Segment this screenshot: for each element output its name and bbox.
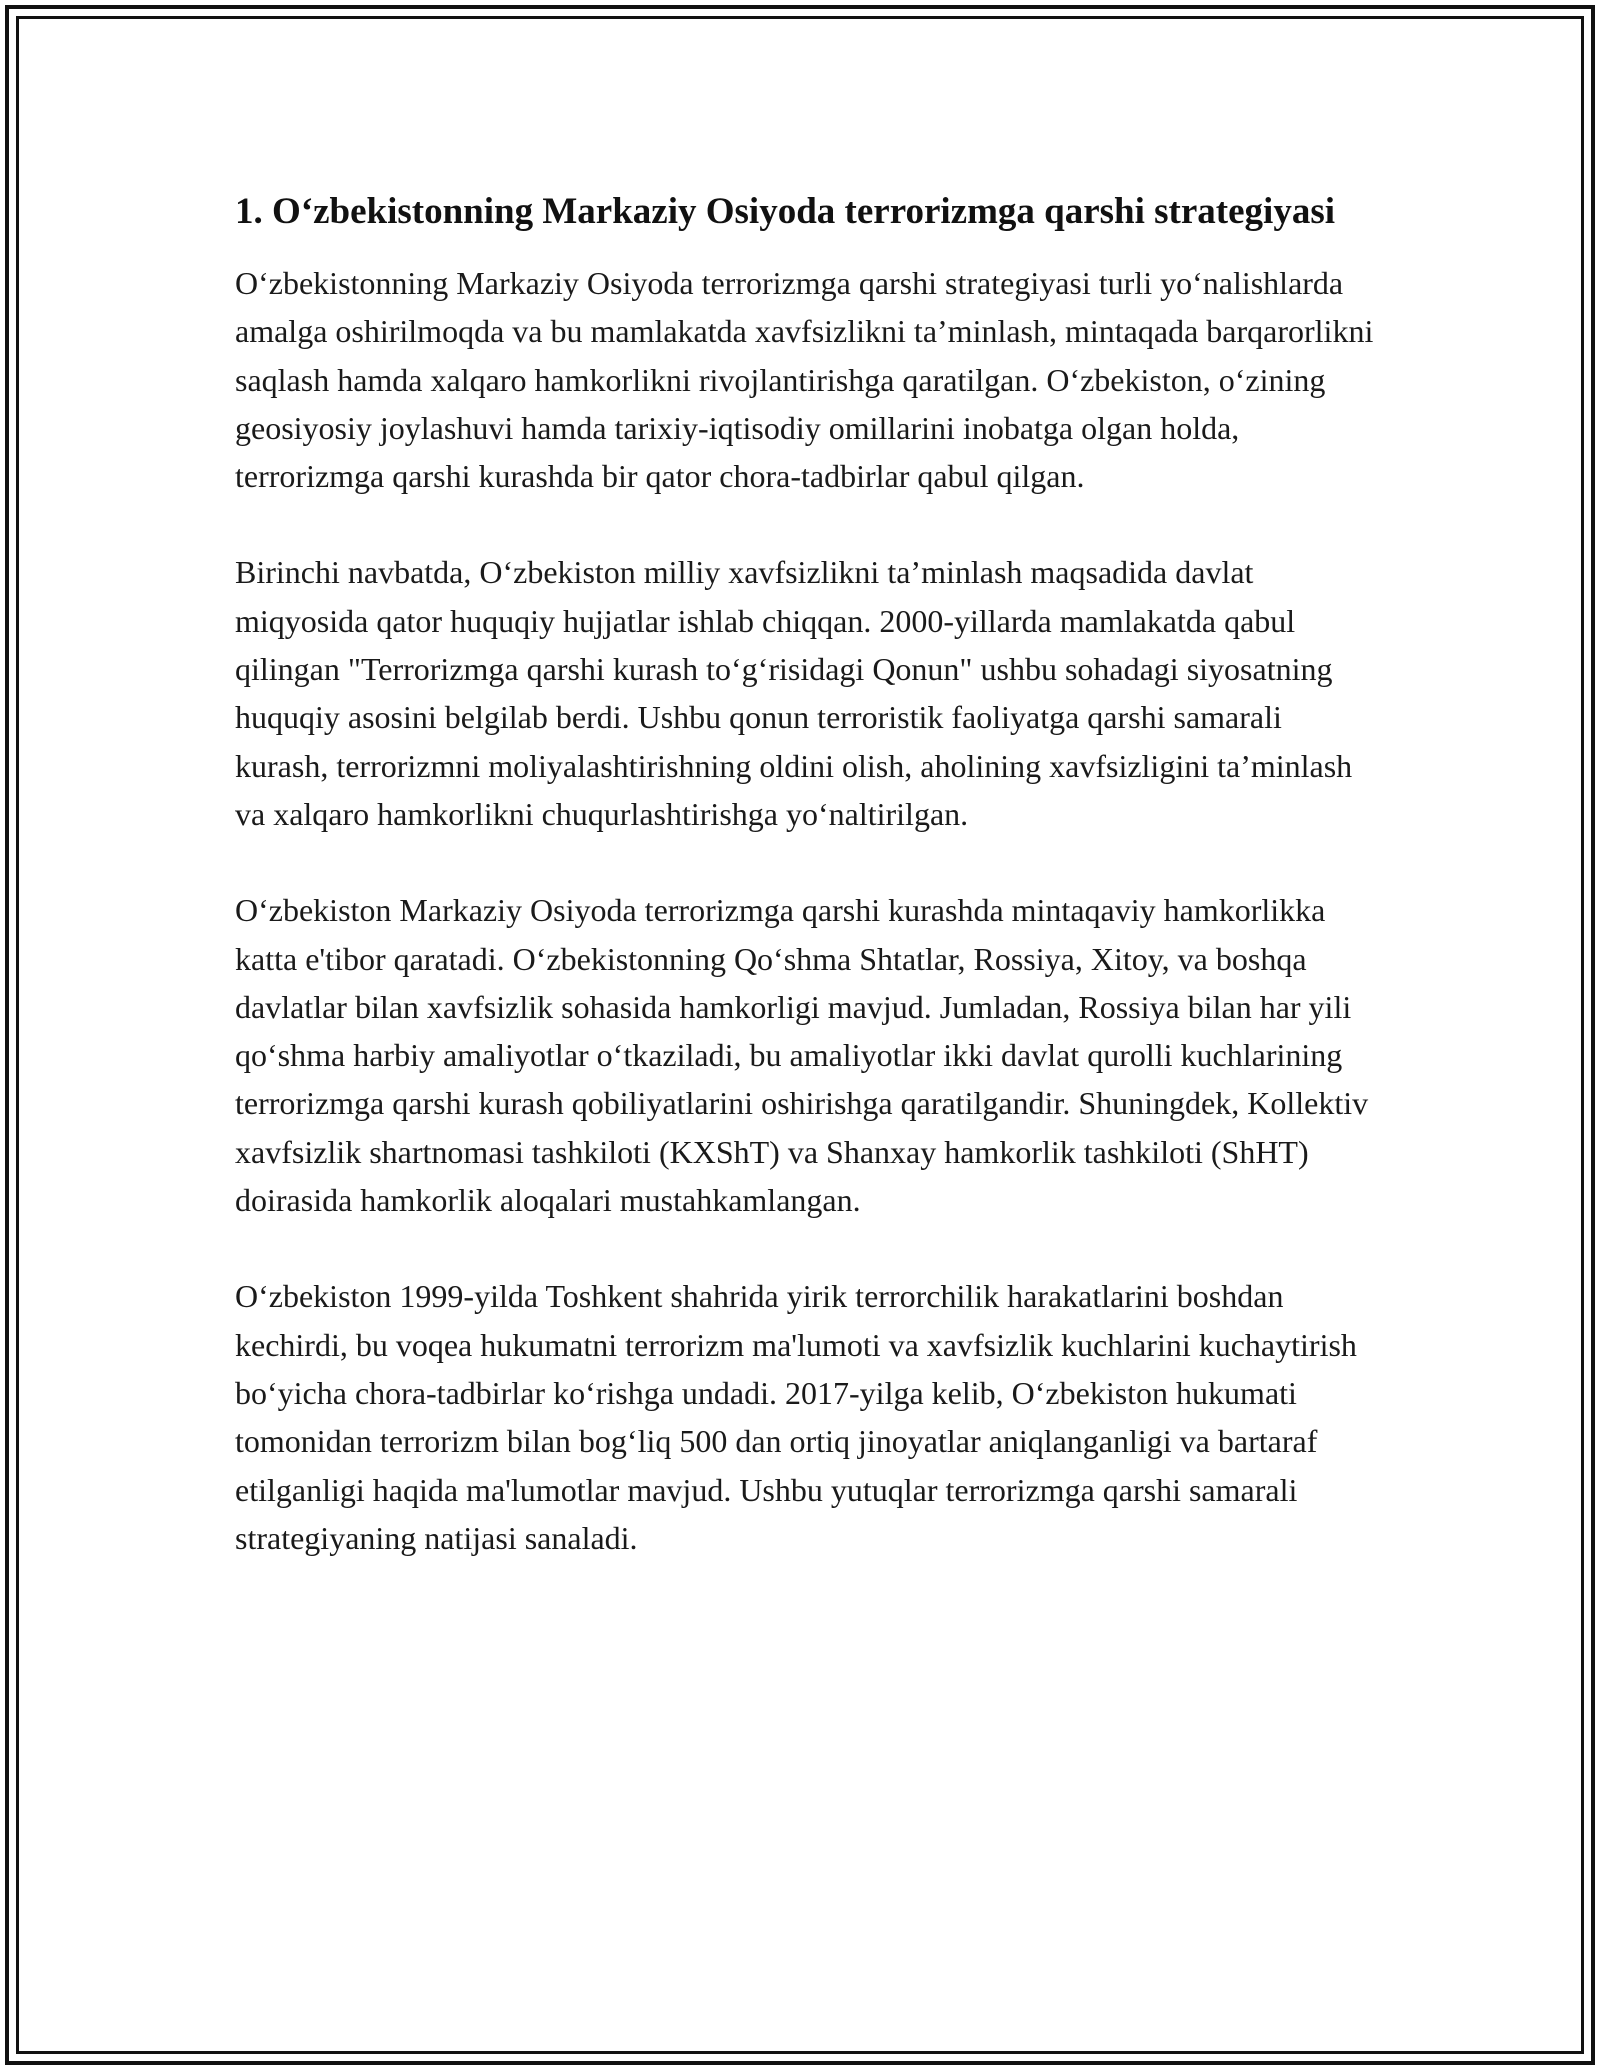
section-heading: 1. O‘zbekistonning Markaziy Osiyoda terrorizmga qarshi strategiyasi (235, 191, 1335, 232)
document-body (235, 185, 1375, 1610)
paragraph-4: O‘zbekiston 1999-yilda Toshkent shahrida yirik terrorchilik harakatlarini boshdan kechirdi, bu voqea hukumatni terrorizm ma'lumoti va xavfsizlik kuchlarini kuchaytirish bo‘yicha chora-tadbirlar ko‘rishga undadi. 2017-yilga kelib, O‘zbekiston hukumati tomonidan terrorizm bilan bog‘liq 500 dan ortiq jinoyatlar aniqlanganligi va bartaraf etilganligi haqida ma'lumotlar mavjud. Ushbu yutuqlar terrorizmga qarshi samarali strategiyaning natijasi sanaladi. (235, 1278, 1357, 1556)
paragraph-3: O‘zbekiston Markaziy Osiyoda terrorizmga qarshi kurashda mintaqaviy hamkorlikka katta e'tibor qaratadi. O‘zbekistonning Qo‘shma Shtatlar, Rossiya, Xitoy, va boshqa davlatlar bilan xavfsizlik sohasida hamkorligi mavjud. Jumladan, Rossiya bilan har yili qo‘shma harbiy amaliyotlar o‘tkaziladi, bu amaliyotlar ikki davlat qurolli kuchlarining terrorizmga qarshi kurash qobiliyatlarini oshirishga qaratilgandir. Shuningdek, Kollektiv xavfsizlik shartnomasi tashkiloti (KXShT) va Shanxay hamkorlik tashkiloti (ShHT) doirasida hamkorlik aloqalari mustahkamlangan. (235, 892, 1369, 1219)
paragraph-1: O‘zbekistonning Markaziy Osiyoda terrorizmga qarshi strategiyasi turli yo‘nalishlarda amalga oshirilmoqda va bu mamlakatda xavfsizlikni ta’minlash, mintaqada barqarorlikni saqlash hamda xalqaro hamkorlikni rivojlantirishga qaratilgan. O‘zbekiston, o‘zining geosiyosiy joylashuvi hamda tarixiy-iqtisodiy omillarini inobatga olgan holda, terrorizmga qarshi kurashda bir qator chora-tadbirlar qabul qilgan. (235, 265, 1374, 495)
paragraph-2: Birinchi navbatda, O‘zbekiston milliy xavfsizlikni ta’minlash maqsadida davlat miqyosida qator huquqiy hujjatlar ishlab chiqqan. 2000-yillarda mamlakatda qabul qilingan "Terrorizmga qarshi kurash to‘g‘risidagi Qonun" ushbu sohadagi siyosatning huquqiy asosini belgilab berdi. Ushbu qonun terroristik faoliyatga qarshi samarali kurash, terrorizmni moliyalashtirishning oldini olish, aholining xavfsizligini ta’minlash va xalqaro hamkorlikni chuqurlashtirishga yo‘naltirilgan. (235, 554, 1353, 832)
